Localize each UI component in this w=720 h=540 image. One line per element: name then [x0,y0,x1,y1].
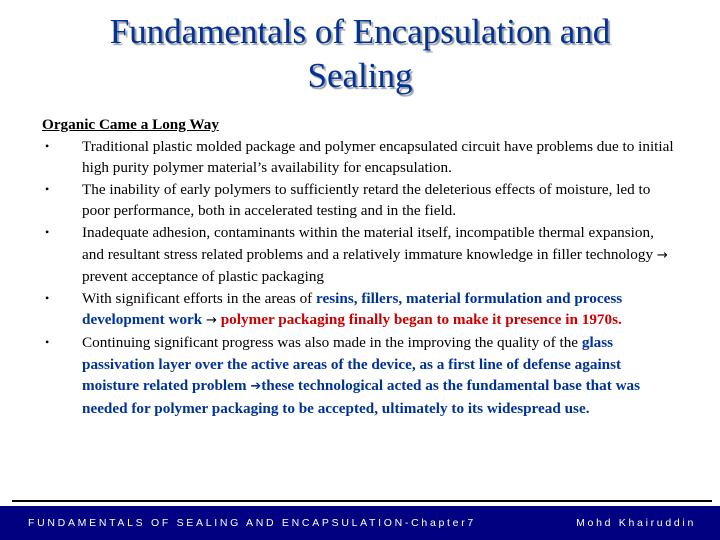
slide-title-line-1: Fundamentals of Encapsulation and [109,12,611,51]
footer-chapter-label: FUNDAMENTALS OF SEALING AND ENCAPSULATION-Chapter7 [28,517,476,529]
bullet-text-tail: prevent acceptance of plastic packaging [82,268,325,286]
section-heading: Organic Came a Long Way [42,116,219,133]
bullet-dot-icon: • [45,224,50,239]
footer-bar [0,506,720,540]
bullet-item-3 [42,222,674,288]
footer-divider [12,500,712,502]
slide-title [0,10,720,98]
bullet-dot-icon: • [45,334,50,349]
bullet-item-4 [42,288,674,332]
slide-title-line-2: Sealing [307,56,413,95]
bullet-text: The inability of early polymers to sufficiently retard the deleterious effects of moisture, led to poor performance, both in accelerated testing and in the field. [82,180,651,220]
slide-body [42,114,674,419]
highlight-blue-text-2: these technological acted as the fundamental base that was needed for polymer packaging to be accepted, ultimately to its widespread use. [82,377,641,417]
bold-right-arrow-icon: ➔ [250,379,262,395]
bullet-dot-icon: • [45,290,50,305]
bullet-item-2 [42,179,674,222]
highlight-blue-text: glass passivation layer over the active areas of the device, as a first line of defense against moisture related problem [82,333,622,395]
bullet-list [42,136,674,420]
bullet-item-1 [42,136,674,179]
right-arrow-icon: → [656,247,668,263]
bullet-dot-icon: • [45,138,50,153]
bullet-text-lead: With significant efforts in the areas of [82,289,317,307]
bullet-text: Traditional plastic molded package and polymer encapsulated circuit have problems due to initial high purity polymer material’s availability for encapsulation. [82,137,674,177]
footer-author: Mohd Khairuddin [576,517,696,529]
highlight-red-text: polymer packaging finally began to make it presence in 1970s. [220,311,622,329]
bullet-item-5 [42,332,674,419]
bullet-text-lead: Continuing significant progress was also made in the improving the quality of the [82,333,582,351]
highlight-blue-text: resins, fillers, material formulation and process development work [82,289,623,329]
bullet-dot-icon: • [45,181,50,196]
bullet-text: Inadequate adhesion, contaminants within the material itself, incompatible thermal expansion, and resultant stress related problems and a relatively immature knowledge in filler technology [82,223,657,263]
right-arrow-icon: → [206,313,217,329]
